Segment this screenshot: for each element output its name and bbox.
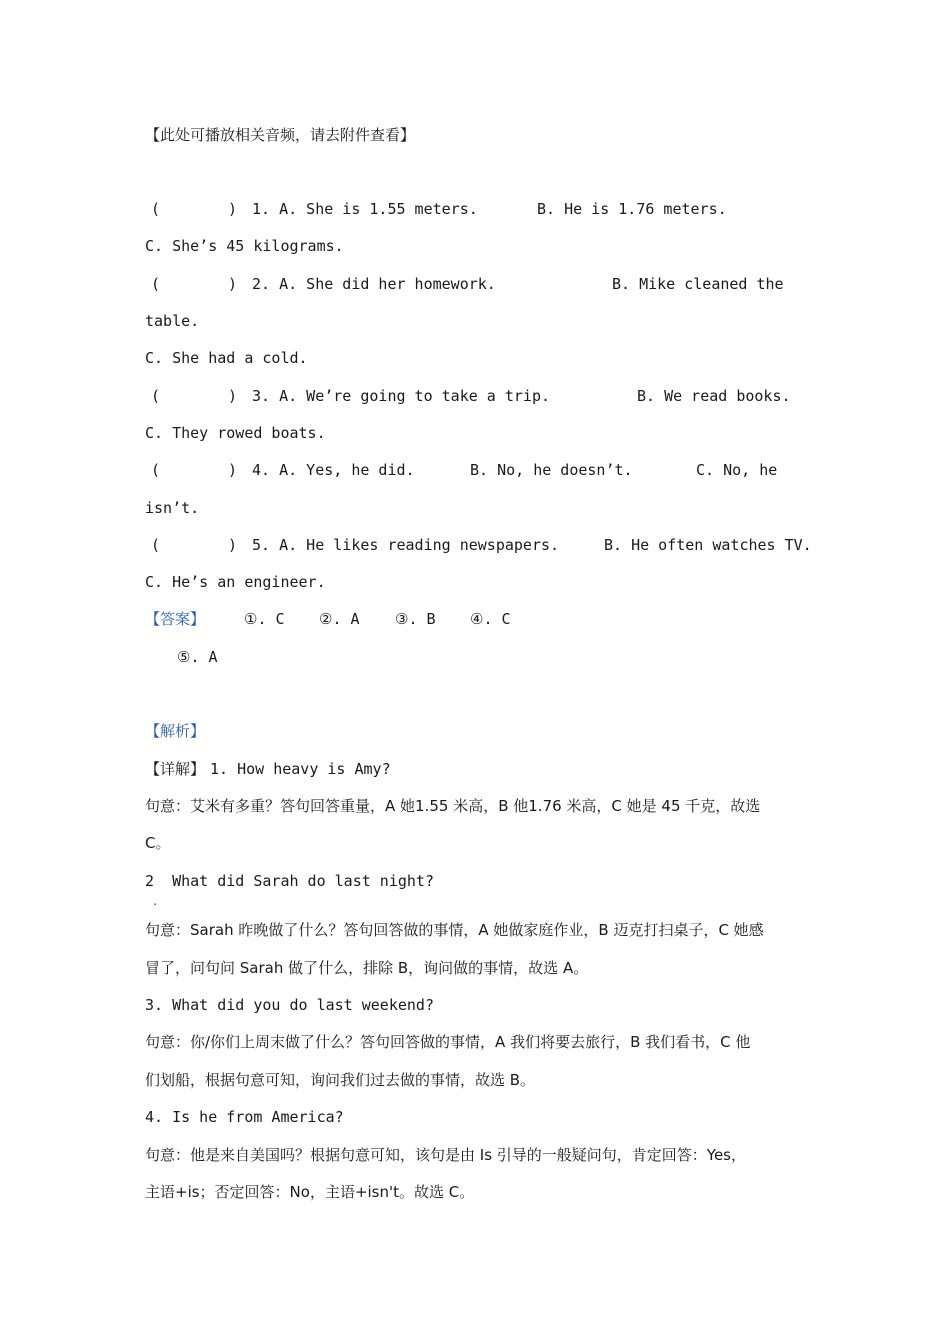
detail-label: 【详解】 <box>145 760 206 778</box>
option-a: 3. A. We’re going to take a trip. <box>252 387 551 405</box>
q3-explanation-line2: 们划船，根据句意可知，询问我们过去做的事情，故选 B。 <box>145 1071 536 1089</box>
q2-title: 2 What did Sarah do last night? <box>145 872 434 890</box>
option-c: C. He’s an engineer. <box>145 573 326 591</box>
option-c: C. She had a cold. <box>145 349 308 367</box>
q4-explanation-line1: 句意：他是来自美国吗？根据句意可知，该句是由 Is 引导的一般疑问句，肯定回答：Yes， <box>145 1146 746 1164</box>
option-b: B. We read books. <box>637 387 791 405</box>
answer-blank-close: ) <box>228 461 238 479</box>
answer-blank-open[interactable]: ( <box>151 536 161 554</box>
option-c: C. No, he <box>696 461 778 479</box>
option-c-continued: isn’t. <box>145 499 200 517</box>
answer-item-1: ①. C <box>244 610 285 628</box>
audio-note: 【此处可播放相关音频，请去附件查看】 <box>145 126 416 144</box>
analysis-label: 【解析】 <box>145 722 206 740</box>
answer-blank-close: ) <box>228 275 238 293</box>
option-b: B. Mike cleaned the <box>612 275 784 293</box>
answer-blank-close: ) <box>228 536 238 554</box>
q3-title: 3. What did you do last weekend? <box>145 996 434 1014</box>
answer-blank-close: ) <box>228 387 238 405</box>
option-a: 4. A. Yes, he did. <box>252 461 415 479</box>
q4-title: 4. Is he from America? <box>145 1108 344 1126</box>
q2-dot: . <box>152 897 159 908</box>
answer-blank-open[interactable]: ( <box>151 200 161 218</box>
option-b: B. He is 1.76 meters. <box>537 200 727 218</box>
option-a: 5. A. He likes reading newspapers. <box>252 536 560 554</box>
option-b: B. No, he doesn’t. <box>470 461 633 479</box>
q1-explanation-line2: C。 <box>145 834 171 852</box>
answer-blank-close: ) <box>228 200 238 218</box>
q1-title: 1. How heavy is Amy? <box>210 760 391 778</box>
answer-item-2: ②. A <box>319 610 360 628</box>
q1-explanation-line1: 句意：艾米有多重？答句回答重量，A 她1.55 米高，B 他1.76 米高，C 她是 45 千克，故选 <box>145 797 761 815</box>
option-a: 2. A. She did her homework. <box>252 275 496 293</box>
answer-item-5: ⑤. A <box>177 648 218 666</box>
q4-explanation-line2: 主语+is；否定回答：No，主语+isn't。故选 C。 <box>145 1183 475 1201</box>
answer-item-4: ④. C <box>470 610 511 628</box>
option-b: B. He often watches TV. <box>604 536 812 554</box>
q2-explanation-line1: 句意：Sarah 昨晚做了什么？答句回答做的事情，A 她做家庭作业，B 迈克打扫桌子，C 她感 <box>145 921 764 939</box>
answer-blank-open[interactable]: ( <box>151 387 161 405</box>
answer-label: 【答案】 <box>145 610 206 628</box>
q3-explanation-line1: 句意：你/你们上周末做了什么？答句回答做的事情，A 我们将要去旅行，B 我们看书，C 他 <box>145 1033 751 1051</box>
answer-blank-open[interactable]: ( <box>151 461 161 479</box>
option-a: 1. A. She is 1.55 meters. <box>252 200 478 218</box>
q2-explanation-line2: 冒了，问句问 Sarah 做了什么，排除 B，询问做的事情，故选 A。 <box>145 959 589 977</box>
option-b-continued: table. <box>145 312 200 330</box>
option-c: C. They rowed boats. <box>145 424 326 442</box>
answer-blank-open[interactable]: ( <box>151 275 161 293</box>
answer-item-3: ③. B <box>395 610 436 628</box>
option-c: C. She’s 45 kilograms. <box>145 237 344 255</box>
